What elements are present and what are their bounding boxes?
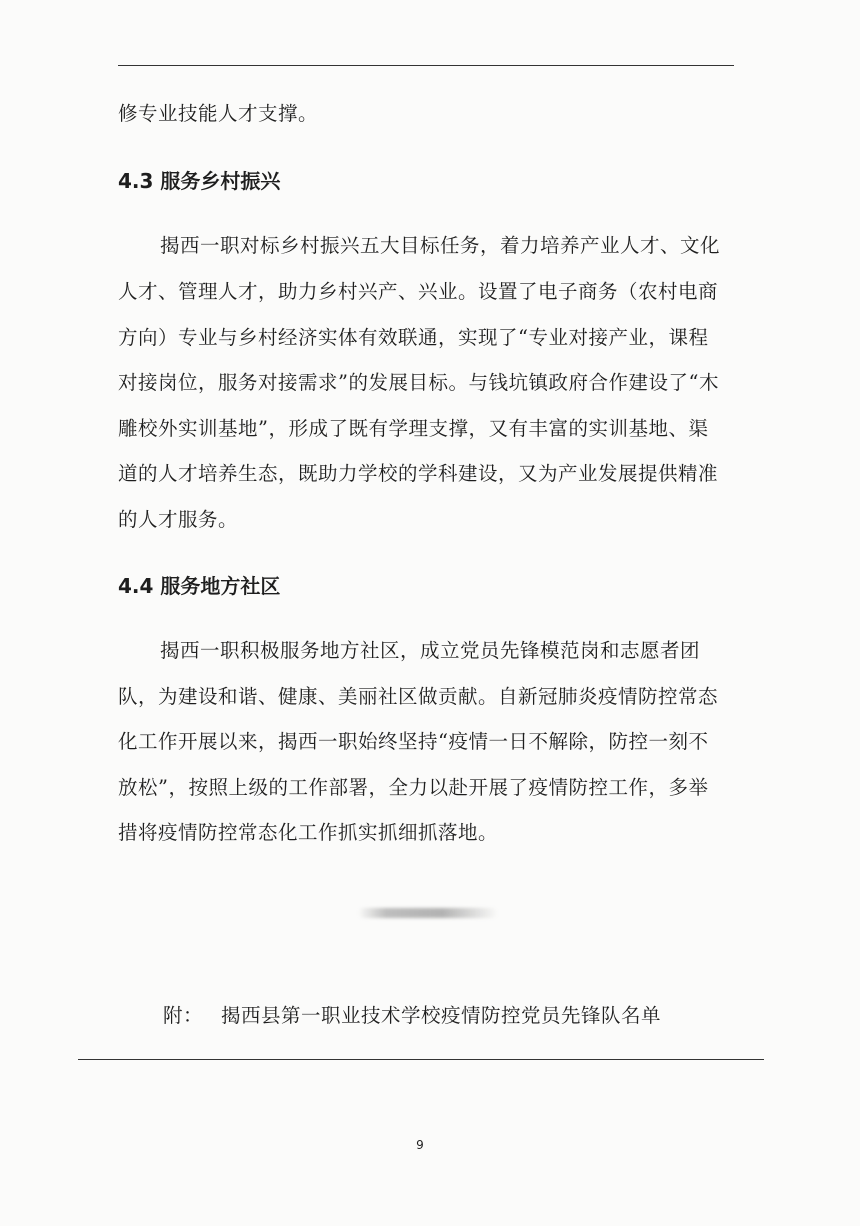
attachment-note [163,1004,661,1028]
paragraph-line: 放松”，按照上级的工作部署，全力以赴开展了疫情防控工作，多举 [118,776,709,799]
paragraph-line: 措将疫情防控常态化工作抓实抓细抓落地。 [118,821,499,844]
intro-continuation: 修专业技能人才支撑。 [118,102,319,125]
paragraph-line: 雕校外实训基地”，形成了既有学理支撑，又有丰富的实训基地、渠 [118,417,709,440]
paragraph-line: 的人才服务。 [118,508,239,531]
paragraph-line: 揭西一职对标乡村振兴五大目标任务，着力培养产业人才、文化 [160,234,721,257]
scan-smudge [358,908,498,918]
page-number: 9 [416,1138,424,1152]
section-heading-4-4: 4.4 服务地方社区 [118,574,281,598]
paragraph-line: 人才、管理人才，助力乡村兴产、兴业。设置了电子商务（农村电商 [118,280,719,303]
attachment-label: 附： [163,1004,204,1027]
paragraph-line: 道的人才培养生态，既助力学校的学科建设，又为产业发展提供精准 [118,462,719,485]
paragraph-line: 化工作开展以来，揭西一职始终坚持“疫情一日不解除，防控一刻不 [118,730,709,753]
section-heading-4-3: 4.3 服务乡村振兴 [118,169,281,193]
footer-rule [78,1059,764,1060]
attachment-title: 揭西县第一职业技术学校疫情防控党员先锋队名单 [221,1004,662,1027]
header-rule [118,65,734,66]
paragraph-line: 队，为建设和谐、健康、美丽社区做贡献。自新冠肺炎疫情防控常态 [118,685,719,708]
paragraph-line: 方向）专业与乡村经济实体有效联通，实现了“专业对接产业，课程 [118,326,709,349]
paragraph-line: 对接岗位，服务对接需求”的发展目标。与钱坑镇政府合作建设了“木 [118,371,719,394]
paragraph-line: 揭西一职积极服务地方社区，成立党员先锋模范岗和志愿者团 [160,639,701,662]
